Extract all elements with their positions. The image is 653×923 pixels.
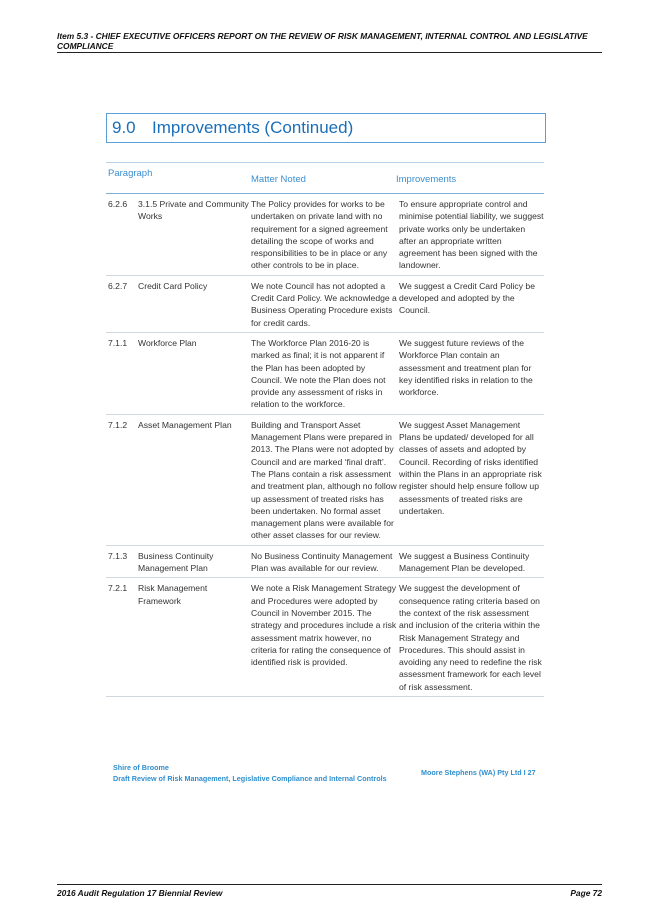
table-row (106, 333, 544, 415)
row-matter: The Policy provides for works to be undertaken on private land with no requirement for a signed agreement detailing the scope of works and responsibilities to be in place or any other controls to be in place. (251, 199, 388, 271)
row-number: 7.1.2 (108, 419, 128, 430)
agenda-item-header: Item 5.3 - CHIEF EXECUTIVE OFFICERS REPORT ON THE REVIEW OF RISK MANAGEMENT, INTERNAL CONTROL AND LEGISLATIVE COMPLIANCE (57, 31, 588, 51)
row-improvement: We suggest a Business Continuity Management Plan be developed. (399, 550, 530, 574)
improvements-table (106, 162, 544, 697)
row-paragraph: Workforce Plan (138, 337, 197, 348)
row-improvement: We suggest a Credit Card Policy be developed and adopted by the Council. (399, 280, 535, 316)
page-number: Page 72 (570, 888, 602, 898)
row-matter: No Business Continuity Management Plan was available for our review. (251, 550, 393, 574)
row-number: 7.2.1 (108, 583, 128, 594)
row-paragraph: Business Continuity Management Plan (138, 550, 214, 574)
page-footer-title: 2016 Audit Regulation 17 Biennial Review (57, 888, 223, 898)
row-improvement: To ensure appropriate control and minimise potential liability, we suggest private works only be undertaken after an appropriate written agreement has been signed with the landowner. (399, 199, 544, 271)
row-number: 7.1.3 (108, 550, 128, 561)
report-footer-firm-page: Moore Stephens (WA) Pty Ltd I 27 (421, 768, 536, 777)
row-matter: We note a Risk Management Strategy and Procedures were adopted by Council in November 2015. The strategy and procedures include a risk assessment matrix however, no criteria for rating the consequence of identified risk is provided. (251, 583, 397, 668)
row-number: 6.2.6 (108, 199, 128, 209)
row-improvement: We suggest Asset Management Plans be updated/ developed for all classes of assets and adopted by Council. Recording of risks identified within the Plans in an appropriate risk register should help ensure follow up assessments of treated risks are undertaken. (399, 419, 542, 516)
row-paragraph: Credit Card Policy (138, 280, 208, 291)
row-improvement: We suggest the development of consequence rating criteria based on the context of the risk assessment and inclusion of the criteria within the Risk Management Strategy and Procedures. This should assist in avoiding any need to redefine the risk assessment framework for each level of risk assessment. (399, 583, 542, 692)
header-divider (57, 52, 602, 53)
header-matter-noted: Matter Noted (251, 174, 306, 185)
row-matter: We note Council has not adopted a Credit Card Policy. We acknowledge a Business Operating Procedure exists for credit cards. (251, 280, 397, 328)
row-matter: Building and Transport Asset Management Plans were prepared in 2013. The Plans were not adopted by Council and are marked ‘final draft’. The Plans contain a risk assessment and treatment plan, although no follow up assessment of treated risks has been undertaken. No formal asset management plans were available for other asset classes for our review. (251, 419, 397, 541)
row-number: 6.2.7 (108, 280, 128, 291)
table-row (106, 546, 544, 579)
footer-divider (57, 884, 602, 885)
row-paragraph: Asset Management Plan (138, 419, 232, 430)
table-header (106, 162, 544, 194)
table-row (106, 415, 544, 546)
report-footer-org: Shire of Broome (113, 763, 169, 772)
section-number: 9.0 (112, 118, 136, 137)
row-number: 7.1.1 (108, 337, 128, 348)
header-improvements: Improvements (396, 174, 457, 185)
row-paragraph: 3.1.5 Private and Community Works (138, 199, 249, 222)
header-paragraph: Paragraph (108, 168, 153, 179)
section-heading-box (106, 113, 546, 143)
section-title: Improvements (Continued) (152, 118, 354, 137)
table-row (106, 194, 544, 276)
report-footer-document: Draft Review of Risk Management, Legislative Compliance and Internal Controls (113, 774, 387, 783)
row-paragraph: Risk Management Framework (138, 583, 208, 606)
table-row (106, 578, 544, 697)
table-row (106, 276, 544, 333)
row-improvement: We suggest future reviews of the Workforce Plan contain an assessment and treatment plan for key identified risks in relation to the workforce. (399, 337, 533, 398)
row-matter: The Workforce Plan 2016-20 is marked as final; it is not apparent if the Plan has been adopted by Council. We note the Plan does not provide any assessment of risks in relation to the workforce. (251, 337, 386, 410)
